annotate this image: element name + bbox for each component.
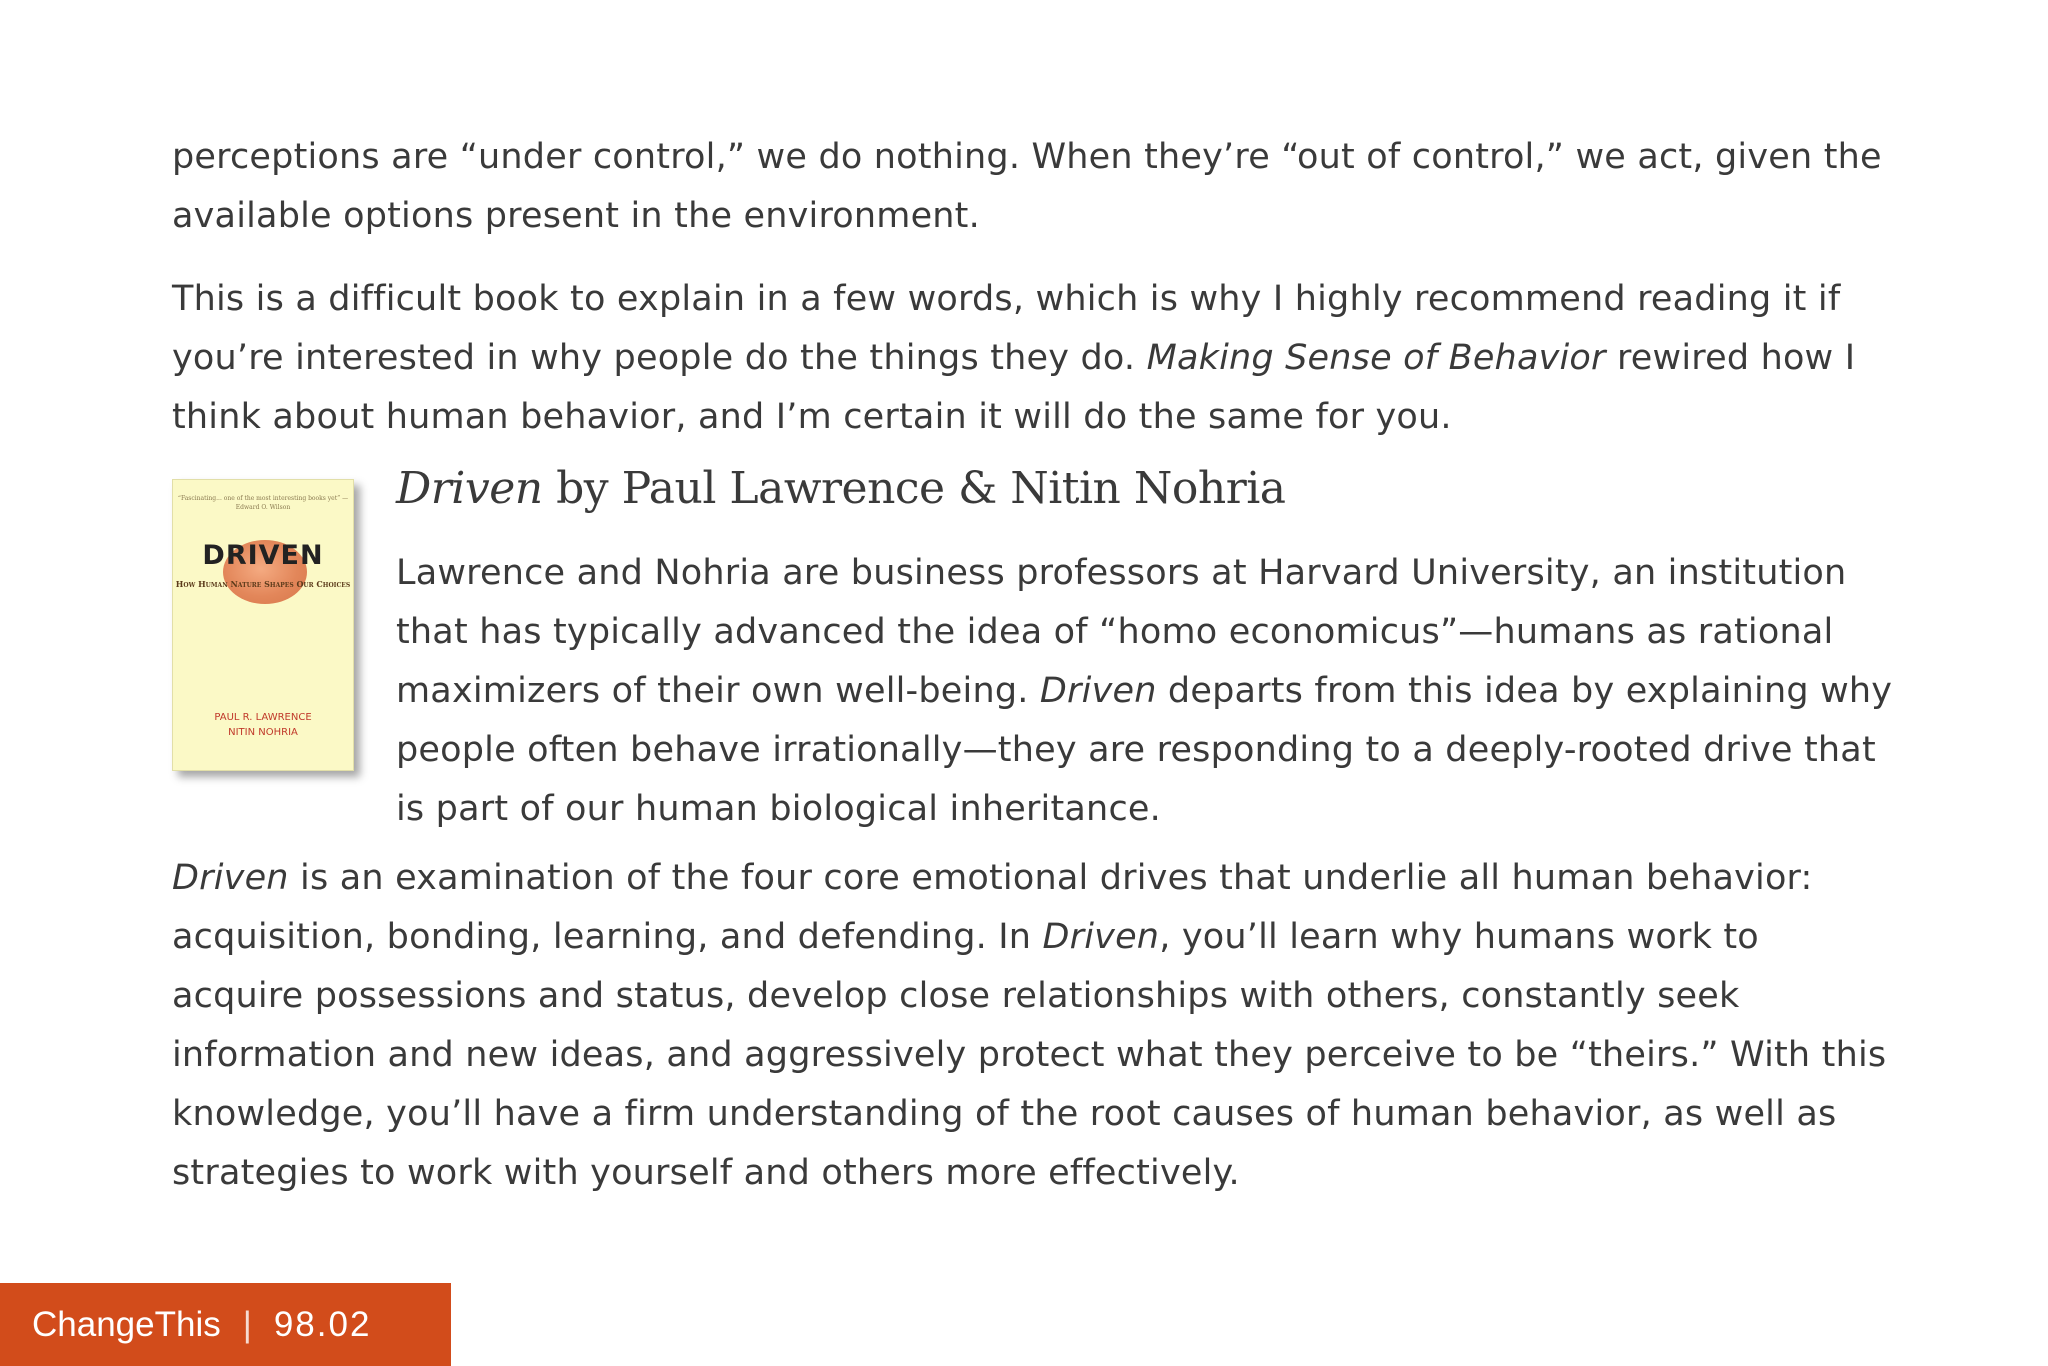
paragraph-drives [172, 849, 1892, 1203]
book-heading [396, 461, 1286, 517]
cover-author-2: NITIN NOHRIA [228, 727, 298, 738]
paragraph-recommendation [172, 270, 1892, 447]
cover-blurb: “Fascinating... one of the most interesting books yet” — Edward O. Wilson [177, 495, 349, 511]
book-description-after: departs from this idea by explaining why people often behave irrationally—they are responding to a deeply-rooted drive that is part of our human biological inheritance. [396, 671, 1893, 829]
cover-authors [173, 710, 353, 740]
book-heading-title: Driven [396, 463, 543, 514]
book-entry-driven [172, 461, 1892, 849]
book-cover-image [172, 479, 354, 771]
article-content [172, 128, 1892, 1203]
paragraph-perceptions-text: perceptions are “under control,” we do nothing. When they’re “out of control,” we act, given the available options present in the environment. [172, 137, 1882, 236]
paragraph-drives-italic-1: Driven [172, 858, 289, 898]
paragraph-drives-italic-2: Driven [1042, 917, 1160, 957]
footer-page-number: 98.02 [273, 1304, 372, 1344]
book-description [396, 544, 1896, 839]
book-title-making-sense-of-behavior: Making Sense of Behavior [1146, 338, 1606, 378]
paragraph-drives-part-1: is an examination of the four core emotional drives that underlie all human behavior: acquisition, bonding, learning, and defending. In [172, 858, 1813, 957]
footer-tab [0, 1283, 451, 1366]
footer-brand: ChangeThis [32, 1304, 221, 1344]
book-description-before: Lawrence and Nohria are business professors at Harvard University, an institution that has typically advanced the idea of “homo economicus”—humans as rational maximizers of their own well-being. [396, 553, 1847, 711]
paragraph-recommendation-text-before: This is a difficult book to explain in a few words, which is why I highly recommend reading it if you’re interested in why people do the things they do. [172, 279, 1841, 378]
paragraph-gap [172, 246, 1892, 270]
book-description-italic-title: Driven [1039, 671, 1157, 711]
cover-author-1: PAUL R. LAWRENCE [214, 712, 312, 723]
paragraph-drives-part-2: , you’ll learn why humans work to acquire possessions and status, develop close relationships with others, constantly seek information and new ideas, and aggressively protect what they perceive to be “theirs.” With this knowledge, you’ll have a firm understanding of the root causes of human behavior, as well as strategies to work with yourself and others more effectively. [172, 917, 1887, 1193]
cover-subtitle: How Human Nature Shapes Our Choices [175, 579, 351, 589]
book-heading-authors: by Paul Lawrence & Nitin Nohria [542, 463, 1286, 514]
cover-title: DRIVEN [202, 540, 324, 571]
paragraph-recommendation-text-after: rewired how I think about human behavior, and I’m certain it will do the same for you. [172, 338, 1856, 437]
paragraph-perceptions [172, 128, 1892, 246]
footer-separator: | [242, 1304, 252, 1344]
